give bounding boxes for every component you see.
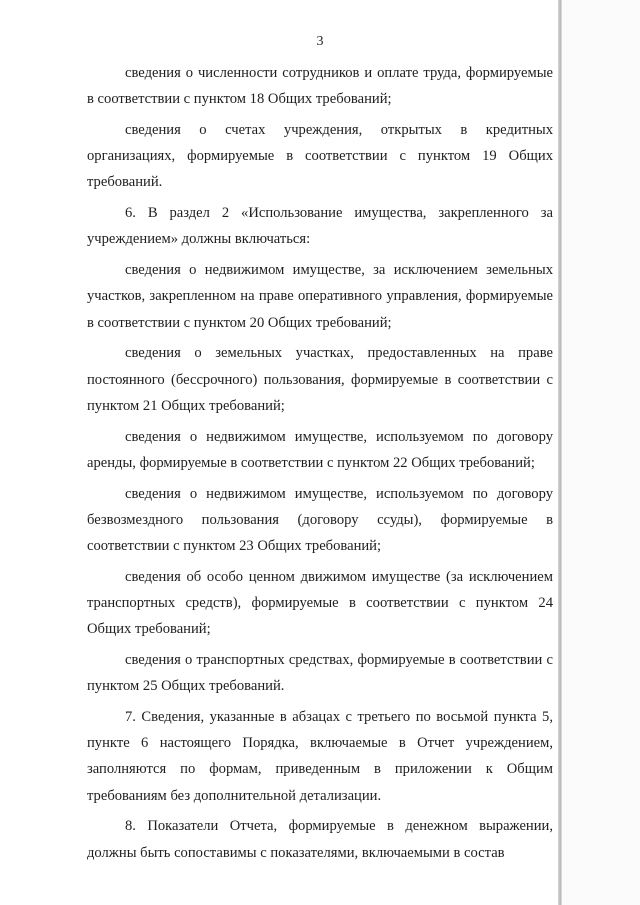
document-body (87, 60, 553, 870)
page-edge (558, 0, 562, 905)
paragraph: 8. Показатели Отчета, формируемые в денежном выражении, должны быть сопоставимы с показателями, включаемыми в состав (87, 818, 553, 861)
paragraph: 7. Сведения, указанные в абзацах с третьего по восьмой пункта 5, пункте 6 настоящего Порядка, включаемые в Отчет учреждением, заполняются по формам, приведенным в приложении к Общим требованиям без дополнительной детализации. (87, 709, 553, 804)
page-number: 3 (316, 34, 324, 49)
paragraph: сведения о счетах учреждения, открытых в кредитных организациях, формируемые в соответствии с пунктом 19 Общих требований. (87, 122, 553, 191)
scan-margin (562, 0, 640, 905)
paragraph: сведения об особо ценном движимом имуществе (за исключением транспортных средств), формируемые в соответствии с пунктом 24 Общих требований; (87, 568, 553, 638)
paragraph: 6. В раздел 2 «Использование имущества, закрепленного за учреждением» должны включаться: (87, 205, 553, 248)
paragraph: сведения о транспортных средствах, формируемые в соответствии с пунктом 25 Общих требований. (87, 652, 553, 695)
paragraph: сведения о земельных участках, предоставленных на праве постоянного (бессрочного) пользования, формируемые в соответствии с пунктом 21 Общих требований; (87, 345, 553, 414)
paragraph: сведения о недвижимом имуществе, за исключением земельных участков, закрепленном на праве оперативного управления, формируемые в соответствии с пунктом 20 Общих требований; (87, 262, 553, 331)
paragraph: сведения о недвижимом имуществе, используемом по договору аренды, формируемые в соответствии с пунктом 22 Общих требований; (87, 428, 553, 471)
paragraph: сведения о недвижимом имуществе, используемом по договору безвозмездного пользования (договору ссуды), формируемые в соответствии с пунктом 23 Общих требований; (87, 485, 553, 555)
paragraph: сведения о численности сотрудников и оплате труда, формируемые в соответствии с пунктом 18 Общих требований; (87, 65, 553, 108)
